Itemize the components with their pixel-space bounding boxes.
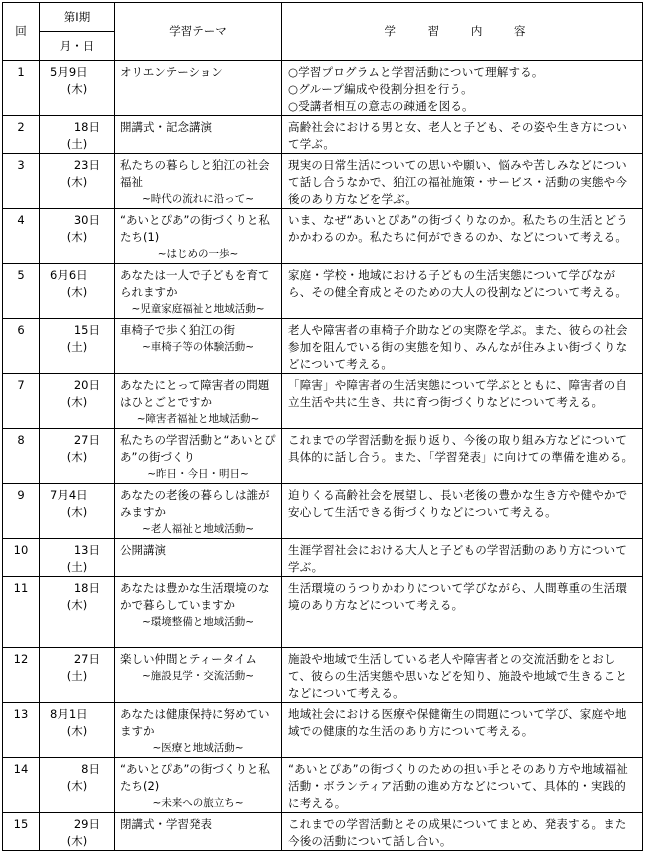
row-weekday: (木) <box>66 779 88 793</box>
row-theme: 車椅子で歩く狛江の街 <box>120 323 235 337</box>
row-content: “あいとぴあ”の街づくりのための担い手とそのあり方や地域福祉活動・ボランティア活動の進め方などについて、具体的・実践的に考える。 <box>282 758 643 813</box>
row-month-day: 23日 <box>73 158 100 172</box>
header-content: 学 習 内 容 <box>282 3 643 61</box>
row-theme-sub: ~環境整備と地域活動~ <box>141 616 255 628</box>
row-date <box>40 264 115 319</box>
row-month-day: 27日 <box>73 433 100 447</box>
row-weekday: (木) <box>66 598 88 612</box>
table-row <box>3 758 643 813</box>
row-content: いま、なぜ“あいとぴあ”の街づくりなのか。私たちの生活とどうかかわるのか。私たちに何ができるのか、などについて考える。 <box>282 209 643 264</box>
row-number: 3 <box>3 154 40 209</box>
row-number: 15 <box>3 813 40 851</box>
row-content: 地域社会における医療や保健衛生の問題について学び、家庭や地域での健康的な生活のあり方について考える。 <box>282 703 643 758</box>
row-content: 生活環境のうつりかわりについて学びながら、人間尊重の生活環境のあり方などについて考える。 <box>282 577 643 648</box>
header-period: 第Ⅰ期 <box>40 3 115 32</box>
row-month-day: 8日 <box>81 762 100 776</box>
row-date <box>40 374 115 429</box>
row-theme-cell <box>115 61 282 116</box>
table-row <box>3 484 643 539</box>
row-theme-cell <box>115 374 282 429</box>
row-month-day: 5月9日 <box>50 65 88 79</box>
row-theme: 閉講式・学習発表 <box>120 817 212 831</box>
row-number: 7 <box>3 374 40 429</box>
table-row <box>3 703 643 758</box>
row-theme-sub: ~医療と地域活動~ <box>152 742 244 754</box>
row-content: 老人や障害者の車椅子介助などの実際を学ぶ。また、彼らの社会参加を阻んでいる街の実態を知り、みんなが住みよい街づくりなどについて考える。 <box>282 319 643 374</box>
row-month-day: 18日 <box>73 581 100 595</box>
row-month-day: 15日 <box>73 323 100 337</box>
row-theme-cell <box>115 429 282 484</box>
row-number: 14 <box>3 758 40 813</box>
row-theme: あなたは一人で子どもを育てられますか <box>120 268 270 299</box>
row-month-day: 20日 <box>73 378 100 392</box>
row-content: 迫りくる高齢社会を展望し、長い老後の豊かな生き方や健やかで安心して生活できる街づくりなどについて考える。 <box>282 484 643 539</box>
row-theme-sub: ~障害者福祉と地域活動~ <box>136 413 260 425</box>
row-theme-cell <box>115 116 282 154</box>
row-number: 12 <box>3 648 40 703</box>
header-kai: 回 <box>3 3 40 61</box>
table-row <box>3 374 643 429</box>
row-month-day: 13日 <box>73 543 100 557</box>
header-theme: 学習テーマ <box>115 3 282 61</box>
row-content: 施設や地域で生活している老人や障害者との交流活動をとおして、彼らの生活実態や思いなどを知り、施設や地域で生きることなどについて考える。 <box>282 648 643 703</box>
row-date <box>40 758 115 813</box>
table-row <box>3 154 643 209</box>
row-theme-cell <box>115 758 282 813</box>
row-number: 10 <box>3 539 40 577</box>
row-weekday: (木) <box>66 395 88 409</box>
table-row <box>3 264 643 319</box>
row-date <box>40 116 115 154</box>
row-number: 6 <box>3 319 40 374</box>
row-number: 13 <box>3 703 40 758</box>
row-month-day: 6月6日 <box>50 268 88 282</box>
row-date <box>40 539 115 577</box>
row-theme-cell <box>115 813 282 851</box>
row-theme-cell <box>115 319 282 374</box>
row-weekday: (木) <box>66 450 88 464</box>
row-number: 8 <box>3 429 40 484</box>
row-content: 生涯学習社会における大人と子どもの学習活動のあり方について学ぶ。 <box>282 539 643 577</box>
row-theme-sub: ~未来への旅立ち~ <box>152 797 244 809</box>
table-row <box>3 577 643 648</box>
row-theme: あなたは豊かな生活環境のなかで暮らしていますか <box>120 581 270 612</box>
header-month-day: 月・日 <box>40 32 115 61</box>
row-theme-sub: ~時代の流れに沿って~ <box>141 193 255 205</box>
row-theme: あなたにとって障害者の問題はひとごとですか <box>120 378 270 409</box>
table-row <box>3 648 643 703</box>
row-number: 9 <box>3 484 40 539</box>
row-month-day: 7月4日 <box>50 488 88 502</box>
row-number: 11 <box>3 577 40 648</box>
row-theme-cell <box>115 703 282 758</box>
row-theme: 私たちの暮らしと狛江の社会福祉 <box>120 158 270 189</box>
row-month-day: 27日 <box>73 652 100 666</box>
row-content: ○学習プログラムと学習活動について理解する。 ○グループ編成や役割分担を行う。 ○受講者相互の意志の疎通を図る。 <box>282 61 643 116</box>
row-theme-cell <box>115 577 282 648</box>
row-theme-cell <box>115 264 282 319</box>
row-number: 4 <box>3 209 40 264</box>
row-theme-sub: ~昨日・今日・明日~ <box>147 468 249 480</box>
row-theme-sub: ~施設見学・交流活動~ <box>141 670 255 682</box>
row-date <box>40 813 115 851</box>
row-content: 「障害」や障害者の生活実態について学ぶとともに、障害者の自立生活や共に生き、共に育つ街づくりなどについて考える。 <box>282 374 643 429</box>
row-theme: あなたは健康保持に努めていますか <box>120 707 270 738</box>
row-theme: “あいとぴあ”の街づくりと私たち(1) <box>120 213 270 244</box>
row-month-day: 8月1日 <box>50 707 88 721</box>
table-row <box>3 319 643 374</box>
row-date <box>40 577 115 648</box>
row-weekday: (木) <box>66 834 88 848</box>
row-weekday: (土) <box>66 340 88 354</box>
table-row <box>3 813 643 851</box>
row-month-day: 18日 <box>73 120 100 134</box>
table-row <box>3 539 643 577</box>
row-content: 現実の日常生活についての思いや願い、悩みや苦しみなどについて話し合うなかで、狛江の福祉施策・サービス・活動の実態や今後のあり方などを学ぶ。 <box>282 154 643 209</box>
row-theme-sub: ~車椅子等の体験活動~ <box>141 341 255 353</box>
row-date <box>40 154 115 209</box>
row-weekday: (土) <box>66 669 88 683</box>
row-theme-cell <box>115 648 282 703</box>
row-theme-cell <box>115 484 282 539</box>
row-month-day: 30日 <box>73 213 100 227</box>
row-weekday: (木) <box>66 230 88 244</box>
row-theme: “あいとぴあ”の街づくりと私たち(2) <box>120 762 270 793</box>
row-weekday: (土) <box>66 560 88 574</box>
row-theme-cell <box>115 539 282 577</box>
row-weekday: (木) <box>66 175 88 189</box>
row-number: 1 <box>3 61 40 116</box>
row-date <box>40 429 115 484</box>
row-theme: オリエンテーション <box>120 65 223 79</box>
row-number: 2 <box>3 116 40 154</box>
row-theme-sub: ~児童家庭福祉と地域活動~ <box>131 303 265 315</box>
table-row <box>3 116 643 154</box>
row-theme: 公開講演 <box>120 543 166 557</box>
row-theme-sub: ~はじめの一歩~ <box>157 248 239 260</box>
row-number: 5 <box>3 264 40 319</box>
row-date <box>40 209 115 264</box>
study-program-table <box>2 2 643 851</box>
row-date <box>40 648 115 703</box>
row-content: 家庭・学校・地域における子どもの生活実態について学びながら、その健全育成とそのための大人の役割などについて考える。 <box>282 264 643 319</box>
row-weekday: (木) <box>66 285 88 299</box>
row-weekday: (木) <box>66 724 88 738</box>
row-content: これまでの学習活動とその成果についてまとめ、発表する。また今後の活動について話し合い。 <box>282 813 643 851</box>
row-theme-cell <box>115 209 282 264</box>
table-row <box>3 209 643 264</box>
row-theme: 楽しい仲間とティータイム <box>120 652 257 666</box>
row-theme: 開講式・記念講演 <box>120 120 212 134</box>
row-content: 高齢社会における男と女、老人と子ども、その姿や生き方について学ぶ。 <box>282 116 643 154</box>
row-date <box>40 319 115 374</box>
row-date <box>40 703 115 758</box>
row-date <box>40 61 115 116</box>
table-row <box>3 61 643 116</box>
row-date <box>40 484 115 539</box>
row-content: これまでの学習活動を振り返り、今後の取り組み方などについて具体的に話し合う。また、「学習発表」に向けての準備を進める。 <box>282 429 643 484</box>
row-theme-sub: ~老人福祉と地域活動~ <box>141 523 255 535</box>
row-weekday: (木) <box>66 505 88 519</box>
row-theme-cell <box>115 154 282 209</box>
row-theme: 私たちの学習活動と“あいとぴあ”の街づくり <box>120 433 276 464</box>
row-weekday: (土) <box>66 137 88 151</box>
table-row <box>3 429 643 484</box>
row-month-day: 29日 <box>73 817 100 831</box>
row-theme: あなたの老後の暮らしは誰がみますか <box>120 488 270 519</box>
row-weekday: (木) <box>66 82 88 96</box>
